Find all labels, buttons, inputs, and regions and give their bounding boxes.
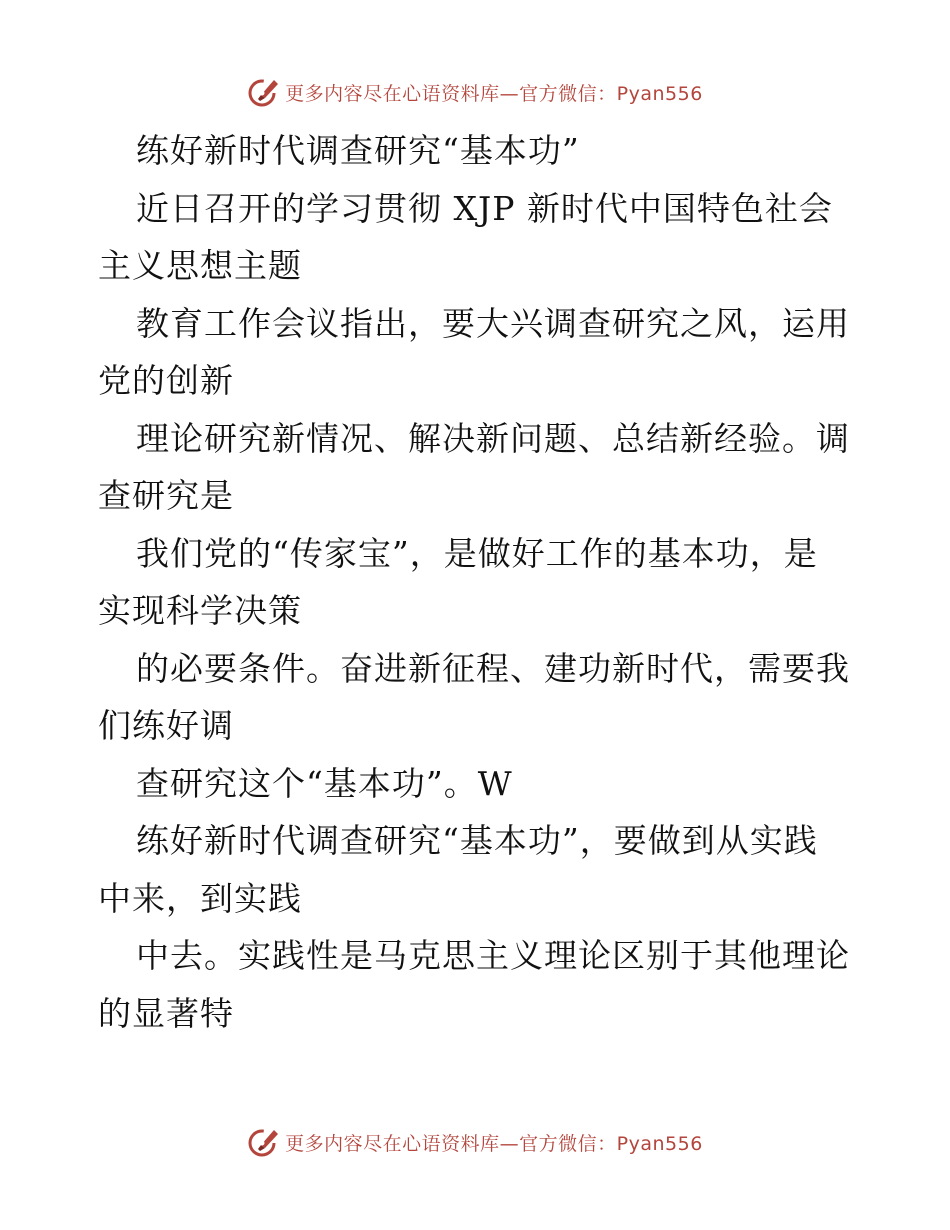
text-line: 查研究是 (98, 476, 234, 515)
text-line: 党的创新 (98, 361, 234, 400)
text-line: 实现科学决策 (98, 591, 302, 630)
text-line: 们练好调 (98, 706, 234, 745)
text-line: 理论研究新情况、解决新问题、总结新经验。调 (136, 418, 850, 458)
footer-banner (0, 1122, 950, 1162)
text-line: 近日召开的学习贯彻 XJP 新时代中国特色社会 (136, 188, 833, 228)
document-body (98, 122, 858, 1042)
text-line: 的显著特 (98, 993, 234, 1033)
text-line: 练好新时代调查研究“基本功” (136, 131, 580, 170)
header-banner (0, 72, 950, 112)
text-line: 主义思想主题 (98, 246, 302, 285)
pen-nib-logo-icon (247, 1125, 281, 1159)
text-line: 我们党的“传家宝”，是做好工作的基本功，是 (136, 533, 818, 573)
text-line: 中来，到实践 (98, 878, 302, 918)
footer-banner-text: 更多内容尽在心语资料库—官方微信：Pyan556 (285, 1132, 703, 1155)
header-banner-text: 更多内容尽在心语资料库—官方微信：Pyan556 (285, 82, 703, 105)
pen-nib-logo-icon (247, 75, 281, 109)
text-line: 中去。实践性是马克思主义理论区别于其他理论 (136, 936, 850, 975)
text-line: 的必要条件。奋进新征程、建功新时代，需要我 (136, 648, 850, 688)
text-line: 练好新时代调查研究“基本功”，要做到从实践 (136, 821, 818, 860)
text-line: 教育工作会议指出，要大兴调查研究之风，运用 (136, 303, 850, 343)
text-line: 查研究这个“基本功”。W (136, 763, 513, 803)
